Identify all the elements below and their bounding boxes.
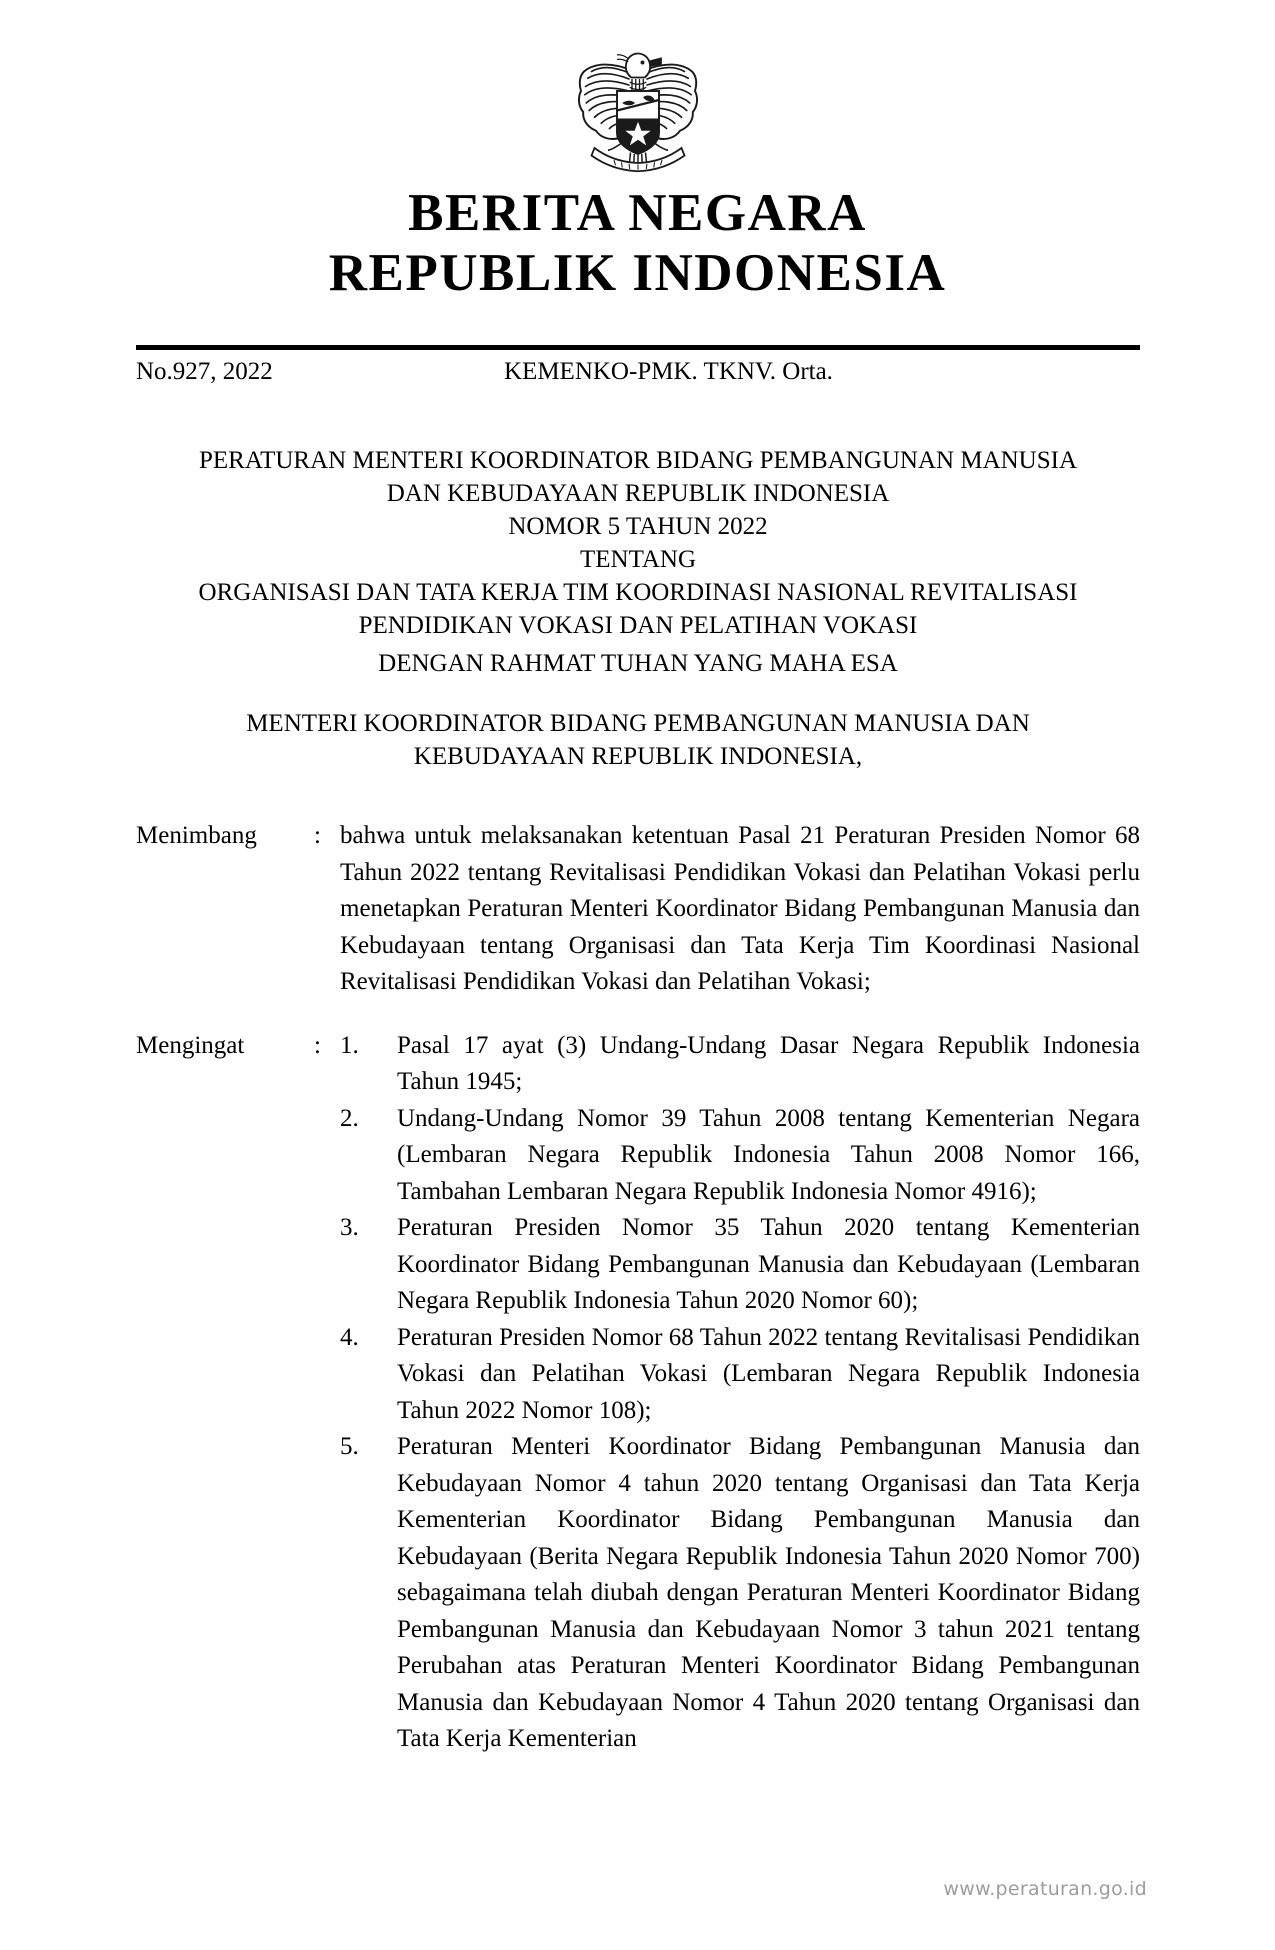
clause-label-menimbang: Menimbang — [136, 822, 257, 849]
masthead — [0, 183, 1275, 303]
title-line-2: DAN KEBUDAYAAN REPUBLIK INDONESIA — [386, 480, 890, 507]
list-item-text: Pasal 17 ayat (3) Undang-Undang Dasar Negara Republik Indonesia Tahun 1945; — [397, 1031, 1140, 1095]
title-line-tentang: TENTANG — [579, 546, 697, 573]
masthead-line-berita-negara: BERITA NEGARA — [408, 184, 867, 242]
list-item-marker: 5. — [340, 1433, 359, 1460]
issuing-authority — [136, 707, 1140, 773]
clause-colon-menimbang: : — [314, 822, 321, 849]
list-item-marker: 3. — [340, 1214, 359, 1241]
footer-watermark: www.peraturan.go.id — [943, 1878, 1147, 1900]
clause-colon-mengingat: : — [314, 1031, 321, 1059]
title-line-number: NOMOR 5 TAHUN 2022 — [508, 513, 768, 540]
list-item — [340, 1210, 1140, 1320]
clause-mengingat — [136, 1028, 1140, 1758]
list-item — [340, 1320, 1140, 1430]
list-item-marker: 1. — [340, 1031, 359, 1059]
list-item — [340, 1429, 1140, 1758]
gazette-number: No.927, 2022 — [136, 358, 273, 385]
clause-menimbang — [136, 818, 1140, 1001]
clauses-section — [136, 818, 1140, 1758]
masthead-line-republik-indonesia: REPUBLIK INDONESIA — [328, 244, 947, 302]
list-item-text: Peraturan Presiden Nomor 35 Tahun 2020 tentang Kementerian Koordinator Bidang Pembangunan Manusia dan Kebudayaan (Lembaran Negara Republik Indonesia Tahun 2020 Nomor 60); — [397, 1214, 1140, 1314]
authority-line-2: KEBUDAYAAN REPUBLIK INDONESIA, — [413, 743, 863, 770]
list-item-text: Peraturan Presiden Nomor 68 Tahun 2022 tentang Revitalisasi Pendidikan Vokasi dan Pelatihan Vokasi (Lembaran Negara Republik Indonesia Tahun 2022 Nomor 108); — [397, 1323, 1140, 1424]
list-item-marker: 4. — [340, 1323, 359, 1351]
mengingat-list — [340, 1028, 1140, 1758]
garuda-pancasila-emblem — [563, 28, 713, 178]
gazette-subject-code: KEMENKO-PMK. TKNV. Orta. — [504, 358, 833, 385]
list-item-marker: 2. — [340, 1104, 359, 1132]
title-line-subject-2: PENDIDIKAN VOKASI DAN PELATIHAN VOKASI — [358, 612, 918, 639]
clause-label-mengingat: Mengingat — [136, 1031, 245, 1059]
emblem-container — [0, 28, 1275, 178]
title-line-1: PERATURAN MENTERI KOORDINATOR BIDANG PEMBANGUNAN MANUSIA — [198, 447, 1078, 474]
regulation-title-block — [136, 444, 1140, 642]
list-item — [340, 1028, 1140, 1101]
list-item-text: Undang-Undang Nomor 39 Tahun 2008 tentang Kementerian Negara (Lembaran Negara Republik Indonesia Tahun 2008 Nomor 166, Tambahan Lembaran Negara Republik Indonesia Nomor 4916); — [397, 1104, 1140, 1205]
clause-text-menimbang: bahwa untuk melaksanakan ketentuan Pasal 21 Peraturan Presiden Nomor 68 Tahun 2022 tentang Revitalisasi Pendidikan Vokasi dan Pelatihan Vokasi perlu menetapkan Peraturan Menteri Koordinator Bidang Pembangunan Manusia dan Kebudayaan tentang Organisasi dan Tata Kerja Tim Koordinasi Nasional Revitalisasi Pendidikan Vokasi dan Pelatihan Vokasi; — [340, 822, 1140, 995]
list-item-text: Peraturan Menteri Koordinator Bidang Pembangunan Manusia dan Kebudayaan Nomor 4 tahun 2020 tentang Organisasi dan Tata Kerja Kementerian Koordinator Bidang Pembangunan Manusia dan Kebudayaan (Berita Negara Republik Indonesia Tahun 2020 Nomor 700) sebagaimana telah diubah dengan Peraturan Menteri Koordinator Bidang Pembangunan Manusia dan Kebudayaan Nomor 3 tahun 2021 tentang Perubahan atas Peraturan Menteri Koordinator Bidang Pembangunan Manusia dan Kebudayaan Nomor 4 Tahun 2020 tentang Organisasi dan Tata Kerja Kementerian — [397, 1433, 1140, 1752]
title-line-subject-1: ORGANISASI DAN TATA KERJA TIM KOORDINASI NASIONAL REVITALISASI — [198, 579, 1078, 606]
masthead-divider — [136, 345, 1140, 350]
divine-invocation: DENGAN RAHMAT TUHAN YANG MAHA ESA — [378, 650, 898, 677]
list-item — [340, 1101, 1140, 1211]
authority-line-1: MENTERI KOORDINATOR BIDANG PEMBANGUNAN MANUSIA DAN — [246, 710, 1030, 737]
